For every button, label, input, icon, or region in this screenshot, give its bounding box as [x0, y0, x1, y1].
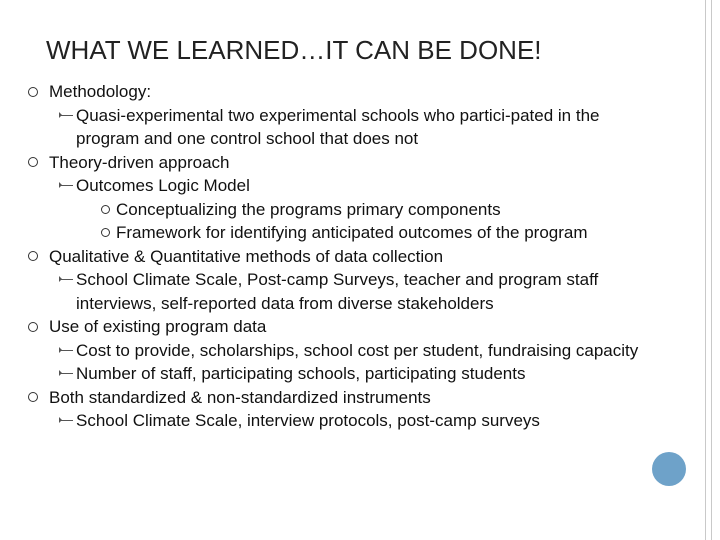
bullet-text: Number of staff, participating schools, participating students [76, 364, 526, 383]
bullet-text: Cost to provide, scholarships, school cost per student, fundraising capacity [76, 340, 639, 360]
bullet-item-level-1 [0, 315, 649, 339]
slide-title: WHAT WE LEARNED…IT CAN BE DONE! [46, 35, 542, 65]
ring-icon [24, 80, 42, 104]
right-border-inner-line [711, 0, 712, 540]
bullet-text: Conceptualizing the programs primary components [116, 199, 501, 219]
bullet-item-level-2 [0, 409, 656, 433]
bullet-text: Both standardized & non-standardized instruments [49, 387, 431, 407]
dash-icon [57, 174, 75, 198]
dash-icon [57, 409, 75, 433]
bullet-text: School Climate Scale, Post-camp Surveys, teacher and program staff interviews, self-reported data from diverse stakeholders [76, 270, 599, 313]
bullet-text: School Climate Scale, interview protocols, post-camp surveys [76, 411, 540, 430]
small-ring-icon [96, 221, 114, 245]
dash-icon [57, 362, 75, 386]
bullet-item-level-3 [0, 221, 596, 245]
bullet-list [0, 80, 700, 433]
bullet-text: Outcomes Logic Model [76, 176, 250, 195]
bullet-item-level-1 [0, 386, 649, 410]
ring-icon [24, 151, 42, 175]
dash-icon [57, 339, 75, 363]
dash-icon [57, 104, 75, 128]
bullet-item-level-1 [0, 245, 649, 269]
bullet-item-level-2 [0, 362, 656, 386]
ring-icon [24, 386, 42, 410]
bullet-item-level-2 [0, 268, 656, 315]
dash-icon [57, 268, 75, 292]
bullet-item-level-3 [0, 198, 596, 222]
right-border-line [705, 0, 706, 540]
bullet-text: Quasi-experimental two experimental schools who partici-pated in the program and one control school that does not [76, 105, 600, 148]
bullet-item-level-1 [0, 80, 649, 104]
ring-icon [24, 245, 42, 269]
bullet-text: Framework for identifying anticipated outcomes of the program [116, 223, 588, 242]
bullet-text: Use of existing program data [49, 317, 267, 336]
bullet-item-level-1 [0, 151, 649, 175]
bullet-item-level-2 [0, 104, 656, 151]
decorative-circle [652, 452, 686, 486]
ring-icon [24, 315, 42, 339]
bullet-item-level-2 [0, 339, 656, 363]
bullet-text: Qualitative & Quantitative methods of data collection [49, 246, 444, 266]
bullet-item-level-2 [0, 174, 656, 198]
small-ring-icon [96, 198, 114, 222]
bullet-text: Methodology: [49, 82, 152, 101]
bullet-text: Theory-driven approach [49, 152, 230, 172]
